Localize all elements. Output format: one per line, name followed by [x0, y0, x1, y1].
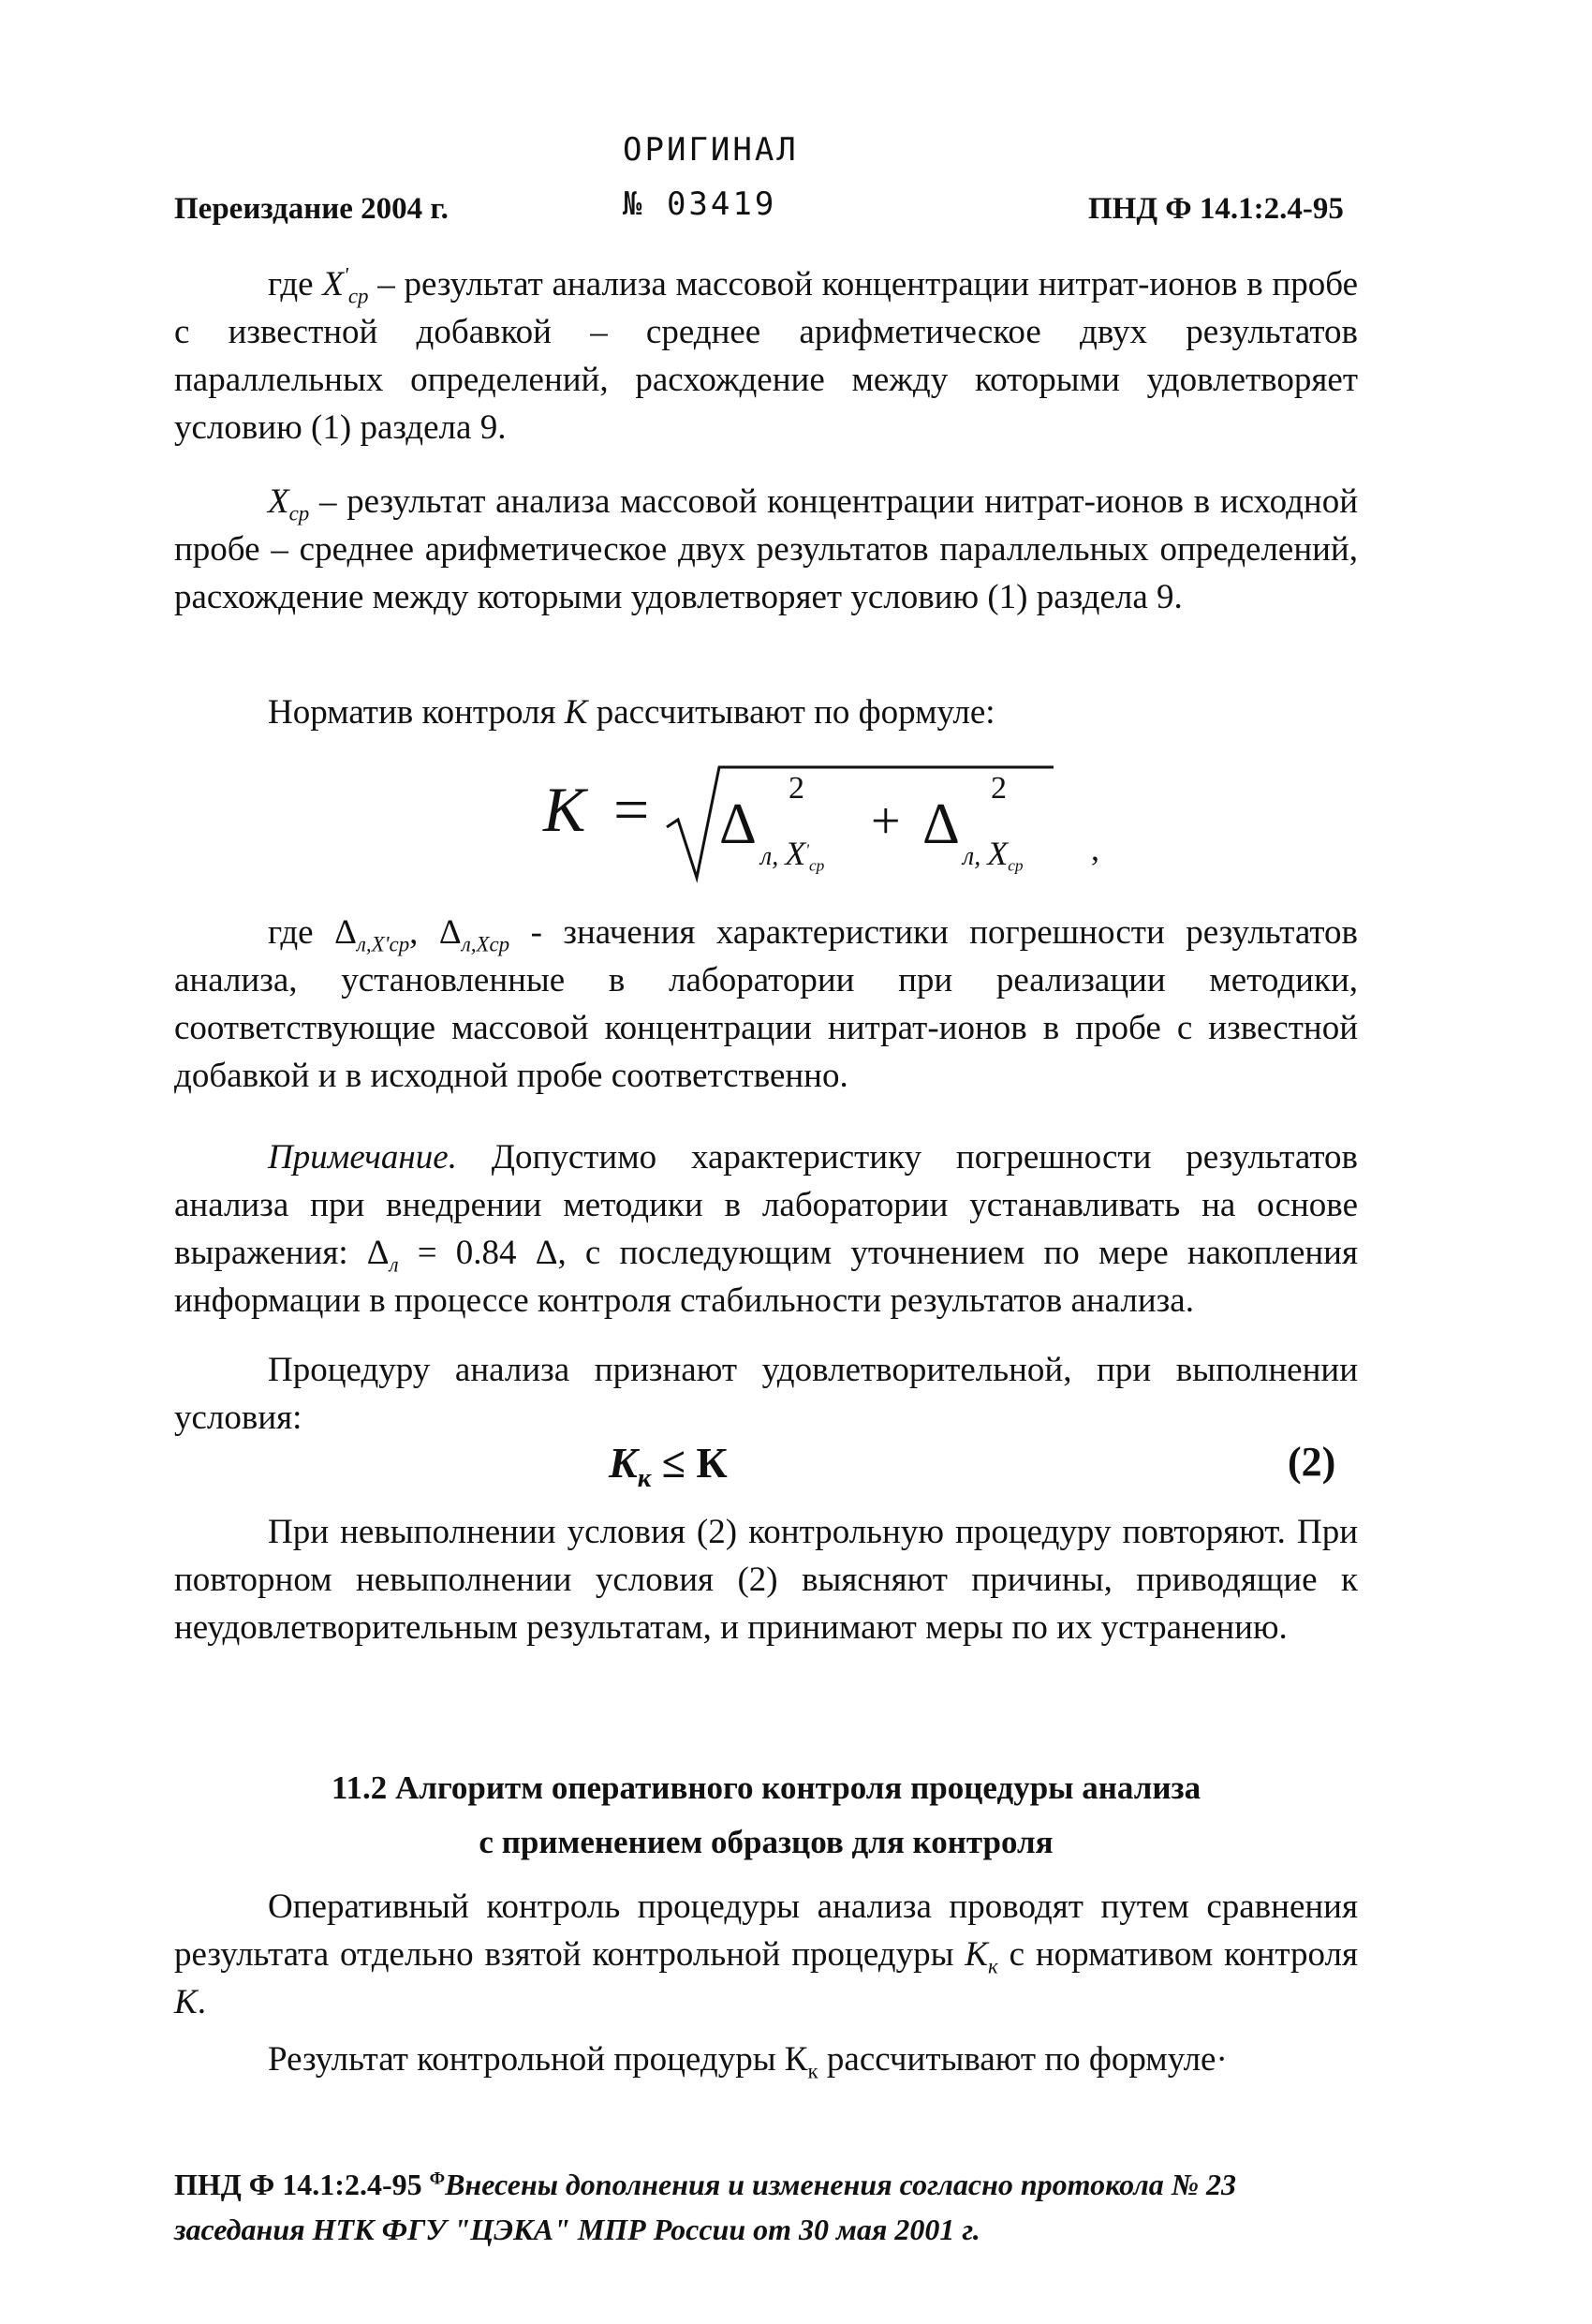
footer-line-2: заседания НТК ФГУ "ЦЭКА" МПР России от 30 мая 2001 г. — [174, 2213, 980, 2246]
stamp-number: № 03419 — [623, 185, 777, 223]
exponent-2: 2 — [991, 771, 1007, 806]
section-heading — [174, 1761, 1358, 1870]
delta-2-sub: л, $X_{ср}$ — [963, 835, 1024, 875]
formula-plus: + — [871, 792, 901, 851]
paragraph-7: Оперативный контроль процедуры анализа проводят путем сравнения результата отдельно взятой контрольной процедуры $K_к$ с нормативом контроля K. — [174, 1887, 1358, 2021]
paragraph-4: где $\Delta_{л,X'ср}$, $\Delta_{л,Xср}$ - значения характеристики погрешности результатов анализа, установленные в лаборатории при реализации методики, соответствующие массовой концентрации нитрат-ионов в пробе с известной добавкой и в исходной пробе соответственно. — [174, 913, 1358, 1095]
symbol-x-cp: $X_{ср}$ — [268, 482, 310, 525]
note-label: Примечание. — [268, 1138, 457, 1177]
p1-lead: где — [268, 265, 314, 303]
paragraph-6: При невыполнении условия (2) контрольную процедуру повторяют. При повторном невыполнении условия (2) выясняют причины, приводящие к неудовлетворительным результатам, и принимают меры по их устранению. — [174, 1513, 1358, 1647]
equation-number: (2) — [1288, 1439, 1336, 1485]
paragraph-3: Норматив контроля K рассчитывают по формуле: — [268, 693, 995, 732]
paragraph-2 — [174, 478, 1358, 621]
p1-text: – результат анализа массовой концентрации нитрат-ионов в пробе с известной добавкой – среднее арифметическое двух результатов параллельных определений, расхождение между которыми удовлетворяет условию (1) раздела 9. — [174, 265, 1359, 447]
footer-note: ПНД Ф 14.1:2.4-95 $^Ф$Внесены дополнения и изменения согласно протокола № 23 заседания НТК ФГУ "ЦЭКА" МПР России от 30 мая 2001 г. — [174, 2162, 1358, 2252]
reissue-label: Переиздание 2004 г. — [174, 192, 449, 226]
formula-lhs: K — [543, 774, 586, 845]
delta-1-sub: л, $X'_{ср}$ — [760, 835, 825, 875]
formula-k — [543, 754, 1142, 895]
doc-code: ПНД Ф 14.1:2.4-95 — [1088, 192, 1344, 226]
symbol-k-k: $K_к$ — [965, 1935, 998, 1978]
paragraph-1 — [174, 260, 1358, 451]
delta-x-prime: $\Delta_{л,X'ср}$ — [334, 913, 410, 956]
formula-condition: $K_к \le К$ — [609, 1439, 728, 1494]
delta-1: Δ — [719, 792, 757, 856]
p2-text: – результат анализа массовой концентрации нитрат-ионов в исходной пробе – среднее арифметическое двух результатов параллельных определений, расхождение между которыми удовлетворяет условию (1) раздела 9. — [174, 482, 1358, 616]
footer-line-1: Внесены дополнения и изменения согласно протокола № 23 — [445, 2168, 1237, 2201]
formula-eq: = — [613, 774, 650, 845]
exponent-1: 2 — [789, 771, 804, 806]
stamp-title: ОРИГИНАЛ — [623, 131, 799, 169]
delta-x: $\Delta_{л,Xср}$ — [438, 913, 510, 956]
formula-comma: , — [1091, 830, 1099, 867]
paragraph-8: Результат контрольной процедуры $К_к$ рассчитывают по формуле· — [268, 2040, 1228, 2083]
symbol-x-prime-cp: $X'_{ср}$ — [322, 263, 369, 308]
paragraph-5: Процедуру анализа признают удовлетворительной, при выполнении условия: — [174, 1351, 1358, 1437]
note-paragraph: Примечание. Допустимо характеристику погрешности результатов анализа при внедрении методики в лаборатории устанавливать на основе выражения: $\Delta_л = 0.84$ Δ, с последующим уточнением по мере накопления информации в процессе контроля стабильности результатов анализа. — [174, 1138, 1358, 1320]
section-heading-line-2: с применением образцов для контроля — [479, 1824, 1054, 1860]
delta-2: Δ — [922, 792, 960, 856]
section-heading-line-1: 11.2 Алгоритм оперативного контроля процедуры анализа — [331, 1769, 1201, 1806]
footer-code: ПНД Ф 14.1:2.4-95 — [174, 2168, 422, 2201]
